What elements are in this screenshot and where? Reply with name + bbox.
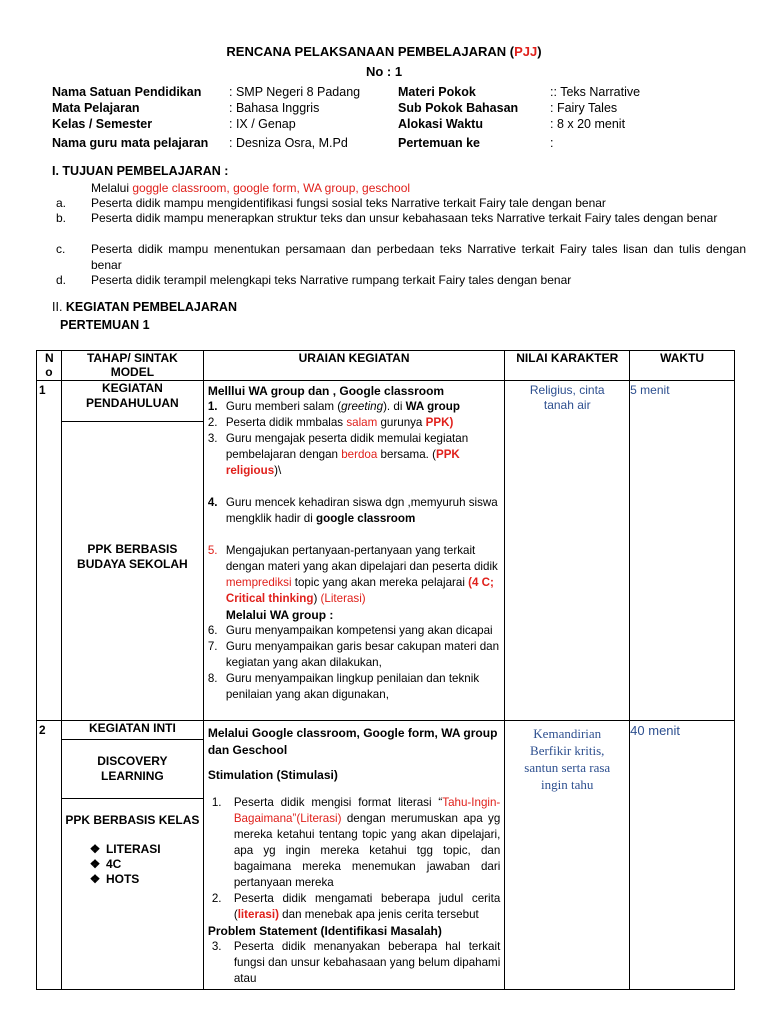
activity-item: 6. Guru menyampaikan kompetensi yang akan dicapai	[207, 624, 493, 637]
value-mapel: : Bahasa Inggris	[229, 101, 320, 115]
wa-heading: Melalui WA group :	[225, 608, 334, 622]
table-row	[37, 381, 735, 422]
list-item: ❖ HOTS	[89, 872, 140, 886]
stage-ppk-budaya: PPK BERBASIS BUDAYA SEKOLAH	[61, 422, 203, 721]
header-tahap: TAHAP/ SINTAK MODEL	[61, 351, 203, 381]
stage-ppk-kelas-cell	[61, 799, 203, 990]
header-right-labels	[398, 84, 518, 151]
activity-intro: Melalui Google classroom, Google form, WA group dan Geschool	[207, 726, 498, 757]
activity-item: 2. Peserta didik mengamati beberapa judul cerita (literasi) dan menebak apa jenis cerita tersebut	[211, 892, 501, 921]
activity-item: 2. Peserta didik mmbalas salam gurunya PPK)	[207, 416, 454, 429]
label-satuan: Nama Satuan Pendidikan	[52, 85, 202, 99]
objective-item: a. Peserta didik mampu mengidentifikasi fungsi sosial teks Narrative terkait Fairy tale dengan benar	[56, 196, 606, 210]
table-row	[37, 721, 735, 740]
uraian-inti	[203, 721, 504, 990]
value-guru: : Desniza Osra, M.Pd	[229, 136, 348, 150]
header-left-labels	[52, 84, 208, 151]
value-subpokok: : Fairy Tales	[550, 101, 618, 115]
activity-item: 8. Guru menyampaikan lingkup penilaian dan teknik penilaian yang akan digunakan,	[207, 672, 480, 701]
stimulation-heading: Stimulation (Stimulasi)	[207, 768, 338, 782]
label-materi: Materi Pokok	[398, 85, 476, 99]
tujuan-intro: Melalui goggle classroom, google form, WA group, geschool	[91, 181, 411, 195]
activity-item: 4. Guru mencek kehadiran siswa dgn ,memyuruh siswa mengklik hadir di google classroom	[207, 496, 498, 525]
stage-discovery: DISCOVERY LEARNING	[61, 740, 203, 799]
value-kelas: : IX / Genap	[229, 117, 296, 131]
document-title: RENCANA PELAKSANAAN PEMBELAJARAN (PJJ)	[226, 44, 542, 59]
header-no: N o	[37, 351, 62, 381]
document-number: No : 1	[365, 64, 403, 79]
label-alokasi: Alokasi Waktu	[398, 117, 483, 131]
value-pertemuan: :	[550, 136, 554, 150]
problem-heading: Problem Statement (Identifikasi Masalah)	[207, 924, 442, 938]
header-right-values	[550, 84, 640, 151]
label-subpokok: Sub Pokok Bahasan	[398, 101, 519, 115]
label-pertemuan: Pertemuan ke	[398, 136, 480, 150]
uraian-pendahuluan	[203, 381, 504, 721]
activity-item: 5. Mengajukan pertanyaan-pertanyaan yang terkait dengan materi yang akan dipelajari dan peserta didik memprediksi topic yang akan mereka pelajarai (4 C; Critical thinking) (Literasi)	[207, 544, 498, 605]
stage-pendahuluan: KEGIATAN PENDAHULUAN	[61, 381, 203, 422]
activity-table	[36, 350, 735, 990]
stage-ppk-kelas: PPK BERBASIS KELAS	[65, 813, 200, 827]
section-tujuan-heading: I. TUJUAN PEMBELAJARAN :	[52, 164, 229, 178]
waktu-2: 40 menit	[630, 721, 735, 990]
value-alokasi: : 8 x 20 menit	[550, 117, 626, 131]
objective-item: b. Peserta didik mampu menerapkan struktur teks dan unsur kebahasaan teks Narrative terkait Fairy tales dengan benar	[56, 211, 718, 225]
section-kegiatan-heading: II. KEGIATAN PEMBELAJARAN	[52, 300, 237, 314]
objective-item: d. Peserta didik terampil melengkapi teks Narrative rumpang terkait Fairy tales dengan benar	[56, 273, 572, 287]
activity-item: 3. Guru mengajak peserta didik memulai kegiatan pembelajaran dengan berdoa bersama. (PPK religious)\	[207, 432, 469, 477]
header-waktu: WAKTU	[630, 351, 735, 381]
activity-item: 3. Peserta didik menanyakan beberapa hal terkait fungsi dan unsur kebahasaan yang belum dipahami atau	[211, 940, 501, 985]
header-uraian: URAIAN KEGIATAN	[203, 351, 504, 381]
waktu-1: 5 menit	[630, 381, 735, 721]
label-kelas: Kelas / Semester	[52, 117, 153, 131]
meeting-label: PERTEMUAN 1	[60, 318, 150, 332]
value-materi: :: Teks Narrative	[550, 85, 641, 99]
list-item: ❖ LITERASI	[89, 842, 161, 856]
stage-inti: KEGIATAN INTI	[61, 721, 203, 740]
nilai-karakter-1: Religius, cinta tanah air	[505, 381, 630, 721]
label-mapel: Mata Pelajaran	[52, 101, 140, 115]
objective-item: c. Peserta didik mampu menentukan persamaan dan perbedaan teks Narrative terkait Fairy tales lisan dan tulis dengan benar	[56, 242, 746, 272]
header-left-values	[229, 84, 360, 151]
list-item: ❖ 4C	[89, 857, 122, 871]
activity-item: 1. Guru memberi salam (greeting). di WA group	[207, 400, 460, 413]
header-nilai: NILAI KARAKTER	[505, 351, 630, 381]
value-satuan: : SMP Negeri 8 Padang	[229, 85, 361, 99]
label-guru: Nama guru mata pelajaran	[52, 136, 209, 150]
row-number: 2	[37, 721, 62, 990]
table-header-row	[37, 351, 735, 381]
activity-intro: Melllui WA group dan , Google classroom	[207, 384, 445, 398]
row-number: 1	[37, 381, 62, 721]
activity-item: 1. Peserta didik mengisi format literasi “Tahu-Ingin-Bagaimana”(Literasi) dengan merumuskan apa yg mereka ketahui tentang topic yang akan dipelajari, apa yg ingin mereka ketahui tgg topic, dan bagaimana mereka menemukan jawaban dari pertanyaan mereka	[211, 796, 501, 889]
nilai-karakter-2: Kemandirian Berfikir kritis, santun serta rasa ingin tahu	[505, 721, 630, 990]
ppk-bullets	[62, 842, 203, 887]
activity-item: 7. Guru menyampaikan garis besar cakupan materi dan kegiatan yang akan dilakukan,	[207, 640, 500, 669]
